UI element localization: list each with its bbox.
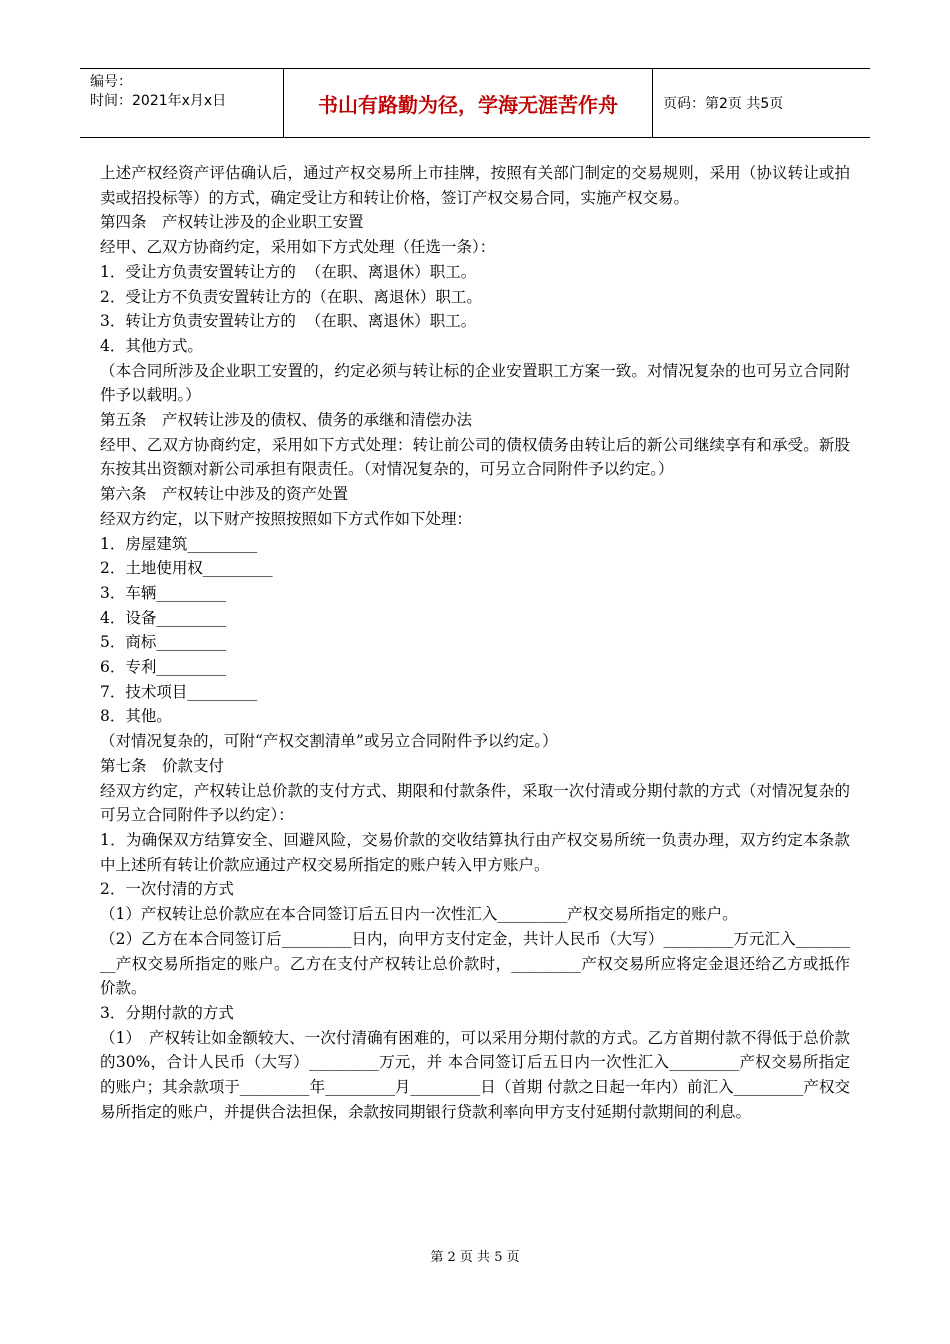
paragraph: 3．车辆_________	[100, 583, 227, 602]
paragraph: 1．受让方负责安置转让方的 （在职、离退休）职工。	[100, 262, 477, 281]
page-footer: 第 2 页 共 5 页	[430, 1250, 520, 1265]
header-page-info: 页码：第2页 共5页	[663, 96, 784, 112]
paragraph: 1．为确保双方结算安全、回避风险，交易价款的交收结算执行由产权交易所统一负责办理，双方约定本条款中上述所有转让价款应通过产权交易所指定的账户转入甲方账户。	[100, 830, 850, 874]
paragraph: 4．设备_________	[100, 608, 227, 627]
header-motto: 书山有路勤为径，学海无涯苦作舟	[283, 69, 653, 137]
paragraph: （1）产权转让总价款应在本合同签订后五日内一次性汇入_________产权交易所指定的账户。	[100, 905, 738, 924]
paragraph: （本合同所涉及企业职工安置的，约定必须与转让标的企业安置职工方案一致。对情况复杂的也可另立合同附件予以载明。）	[100, 361, 850, 405]
document-body	[100, 161, 850, 1124]
paragraph: （对情况复杂的，可附“产权交割清单”或另立合同附件予以约定。）	[100, 732, 558, 751]
paragraph: 6．专利_________	[100, 658, 227, 677]
page-header	[80, 68, 870, 138]
paragraph: 3．转让方负责安置转让方的 （在职、离退休）职工。	[100, 312, 477, 331]
paragraph: 5．商标_________	[100, 633, 227, 652]
paragraph: 7．技术项目_________	[100, 682, 258, 701]
paragraph: （1） 产权转让如金额较大、一次付清确有困难的，可以采用分期付款的方式。乙方首期付款不得低于总价款的30%，合计人民币（大写）_________万元，并 本合同签订后五日内一次性汇入_________产权交易所指定的账户；其余款项于_________年_________月_________日（首期 付款之日起一年内）前汇入_________产权交易所指定的账户，并提供合法担保，余款按同期银行贷款利率向甲方支付延期付款期间的利息。	[100, 1028, 850, 1121]
paragraph: 第四条 产权转让涉及的企业职工安置	[100, 213, 364, 232]
paragraph: 经甲、乙双方协商约定，采用如下方式处理：转让前公司的债权债务由转让后的新公司继续享有和承受。新股东按其出资额对新公司承担有限责任。（对情况复杂的，可另立合同附件予以约定。）	[100, 435, 850, 479]
paragraph: 经双方约定，以下财产按照按照如下方式作如下处理：	[100, 509, 473, 528]
paragraph: 第七条 价款支付	[100, 756, 225, 775]
paragraph: 经双方约定，产权转让总价款的支付方式、期限和付款条件，采取一次付清或分期付款的方式（对情况复杂的可另立合同附件予以约定）：	[100, 781, 850, 825]
paragraph: 8．其他。	[100, 707, 172, 726]
document-date: 时间：2021年x月x日	[90, 93, 227, 109]
paragraph: 上述产权经资产评估确认后，通过产权交易所上市挂牌，按照有关部门制定的交易规则，采用（协议转让或拍卖或招投标等）的方式，确定受让方和转让价格，签订产权交易合同，实施产权交易。	[100, 164, 850, 207]
paragraph: 第五条 产权转让涉及的债权、债务的承继和清偿办法	[100, 411, 473, 430]
paragraph: 1．房屋建筑_________	[100, 534, 258, 553]
paragraph: 3．分期付款的方式	[100, 1003, 234, 1022]
header-meta	[80, 69, 283, 137]
paragraph: 2．土地使用权_________	[100, 559, 273, 578]
paragraph: （2）乙方在本合同签订后_________日内，向甲方支付定金，共计人民币（大写）_________万元汇入_________产权交易所指定的账户。乙方在支付产权转让总价款时，_________产权交易所应将定金退还给乙方或抵作价款。	[100, 929, 850, 998]
document-code-label: 编号：	[90, 74, 132, 90]
paragraph: 4．其他方式。	[100, 336, 203, 355]
paragraph: 2．受让方不负责安置转让方的（在职、离退休）职工。	[100, 287, 482, 306]
paragraph: 第六条 产权转让中涉及的资产处置	[100, 485, 349, 504]
paragraph: 经甲、乙双方协商约定，采用如下方式处理（任选一条）：	[100, 238, 496, 257]
paragraph: 2．一次付清的方式	[100, 880, 234, 899]
